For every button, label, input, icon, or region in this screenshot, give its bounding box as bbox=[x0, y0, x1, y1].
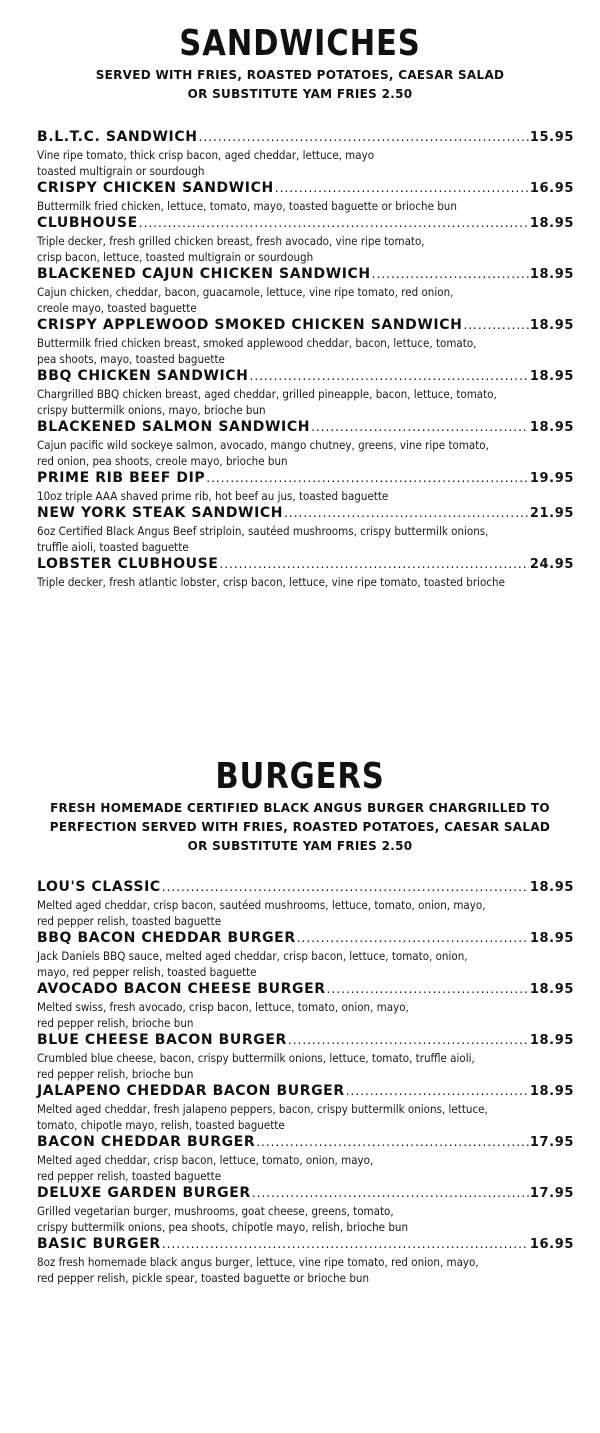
menu-item-description bbox=[37, 437, 574, 469]
menu-item-name: DELUXE GARDEN BURGER bbox=[37, 1185, 251, 1201]
description-line: Triple decker, fresh grilled chicken breast, fresh avocado, vine ripe tomato, bbox=[37, 234, 425, 248]
description-line: Vine ripe tomato, thick crisp bacon, aged cheddar, lettuce, mayo bbox=[37, 148, 375, 162]
menu-item-name: BLACKENED SALMON SANDWICH bbox=[37, 419, 311, 435]
description-line: Melted swiss, fresh avocado, crisp bacon, lettuce, tomato, onion, mayo, bbox=[37, 1000, 409, 1014]
menu-item-price: 18.95 bbox=[529, 420, 574, 435]
burgers-list bbox=[37, 878, 574, 1286]
menu-item-price: 18.95 bbox=[529, 267, 574, 282]
menu-item-header bbox=[37, 555, 574, 574]
menu-item-name: BLUE CHEESE BACON BURGER bbox=[37, 1032, 287, 1048]
menu-item bbox=[37, 418, 574, 469]
description-line: red pepper relish, pickle spear, toasted baguette or brioche bun bbox=[37, 1271, 370, 1285]
menu-item bbox=[37, 214, 574, 265]
menu-item-header bbox=[37, 179, 574, 198]
menu-item-header bbox=[37, 265, 574, 284]
menu-item bbox=[37, 980, 574, 1031]
menu-item-description bbox=[37, 1203, 574, 1235]
dot-leader bbox=[206, 469, 529, 487]
menu-item-price: 18.95 bbox=[529, 369, 574, 384]
dot-leader bbox=[346, 1082, 529, 1100]
description-line: Cajun pacific wild sockeye salmon, avocado, mango chutney, greens, vine ripe tomato, bbox=[37, 438, 489, 452]
menu-item-price: 24.95 bbox=[529, 557, 574, 572]
dot-leader bbox=[199, 128, 529, 146]
menu-item-header bbox=[37, 214, 574, 233]
menu-item-price: 21.95 bbox=[529, 506, 574, 521]
menu-item bbox=[37, 1184, 574, 1235]
menu-item-header bbox=[37, 418, 574, 437]
description-line: Chargrilled BBQ chicken breast, aged cheddar, grilled pineapple, bacon, lettuce, tomato, bbox=[37, 387, 497, 401]
menu-item-header bbox=[37, 504, 574, 523]
description-line: red pepper relish, brioche bun bbox=[37, 1067, 194, 1081]
menu-item-name: BLACKENED CAJUN CHICKEN SANDWICH bbox=[37, 266, 371, 282]
description-line: Triple decker, fresh atlantic lobster, crisp bacon, lettuce, vine ripe tomato, toasted brioche bbox=[37, 575, 505, 589]
section-title-sandwiches: SANDWICHES bbox=[179, 23, 421, 64]
menu-item-description bbox=[37, 198, 574, 214]
description-line: Buttermilk fried chicken breast, smoked applewood cheddar, bacon, lettuce, tomato, bbox=[37, 336, 477, 350]
section-subtitle-sandwiches bbox=[0, 66, 600, 104]
menu-item-description bbox=[37, 335, 574, 367]
menu-item-description bbox=[37, 284, 574, 316]
dot-leader bbox=[256, 1133, 529, 1151]
burgers-header bbox=[0, 757, 600, 856]
menu-item-name: NEW YORK STEAK SANDWICH bbox=[37, 505, 284, 521]
subtitle-line: OR SUBSTITUTE YAM FRIES 2.50 bbox=[187, 839, 413, 853]
subtitle-line: SERVED WITH FRIES, ROASTED POTATOES, CAESAR SALAD bbox=[95, 68, 505, 82]
menu-item bbox=[37, 929, 574, 980]
menu-item-header bbox=[37, 1235, 574, 1254]
menu-item-name: LOBSTER CLUBHOUSE bbox=[37, 556, 219, 572]
menu-item-description bbox=[37, 1101, 574, 1133]
description-line: truffle aioli, toasted baguette bbox=[37, 540, 189, 554]
menu-item-name: LOU'S CLASSIC bbox=[37, 879, 161, 895]
description-line: pea shoots, mayo, toasted baguette bbox=[37, 352, 225, 366]
menu-item-name: CRISPY CHICKEN SANDWICH bbox=[37, 180, 274, 196]
menu-item-price: 15.95 bbox=[529, 130, 574, 145]
menu-item bbox=[37, 1082, 574, 1133]
dot-leader bbox=[162, 878, 529, 896]
sandwiches-header bbox=[0, 24, 600, 104]
description-line: 10oz triple AAA shaved prime rib, hot beef au jus, toasted baguette bbox=[37, 489, 389, 503]
dot-leader bbox=[372, 265, 529, 283]
menu-item-header bbox=[37, 469, 574, 488]
description-line: Melted aged cheddar, crisp bacon, lettuce, tomato, onion, mayo, bbox=[37, 1153, 374, 1167]
menu-item-price: 17.95 bbox=[529, 1186, 574, 1201]
menu-item-name: BASIC BURGER bbox=[37, 1236, 161, 1252]
dot-leader bbox=[463, 316, 528, 334]
menu-item-price: 18.95 bbox=[529, 318, 574, 333]
menu-item bbox=[37, 555, 574, 590]
menu-item-name: CLUBHOUSE bbox=[37, 215, 138, 231]
menu-item-description bbox=[37, 999, 574, 1031]
description-line: tomato, chipotle mayo, relish, toasted baguette bbox=[37, 1118, 285, 1132]
menu-item bbox=[37, 1133, 574, 1184]
description-line: red onion, pea shoots, creole mayo, brioche bun bbox=[37, 454, 288, 468]
dot-leader bbox=[275, 179, 529, 197]
description-line: Melted aged cheddar, crisp bacon, sautéed mushrooms, lettuce, tomato, onion, mayo, bbox=[37, 898, 486, 912]
dot-leader bbox=[250, 367, 529, 385]
menu-item bbox=[37, 878, 574, 929]
menu-item-header bbox=[37, 1082, 574, 1101]
menu-item-header bbox=[37, 1184, 574, 1203]
section-subtitle-burgers bbox=[0, 799, 600, 856]
menu-item-name: BBQ CHICKEN SANDWICH bbox=[37, 368, 249, 384]
menu-item-header bbox=[37, 1031, 574, 1050]
menu-item-price: 18.95 bbox=[529, 216, 574, 231]
section-title-burgers: BURGERS bbox=[215, 756, 385, 797]
menu-item bbox=[37, 316, 574, 367]
menu-item bbox=[37, 179, 574, 214]
menu-item bbox=[37, 128, 574, 179]
menu-item-header bbox=[37, 367, 574, 386]
dot-leader bbox=[311, 418, 529, 436]
description-line: Melted aged cheddar, fresh jalapeno peppers, bacon, crispy buttermilk onions, lettuce, bbox=[37, 1102, 488, 1116]
menu-item-header bbox=[37, 316, 574, 335]
menu-item-name: AVOCADO BACON CHEESE BURGER bbox=[37, 981, 326, 997]
dot-leader bbox=[297, 929, 529, 947]
description-line: Cajun chicken, cheddar, bacon, guacamole, lettuce, vine ripe tomato, red onion, bbox=[37, 285, 454, 299]
description-line: red pepper relish, toasted baguette bbox=[37, 914, 222, 928]
menu-item-name: BACON CHEDDAR BURGER bbox=[37, 1134, 256, 1150]
menu-item-name: CRISPY APPLEWOOD SMOKED CHICKEN SANDWICH bbox=[37, 317, 463, 333]
menu-item bbox=[37, 1031, 574, 1082]
menu-item-header bbox=[37, 980, 574, 999]
description-line: Grilled vegetarian burger, mushrooms, goat cheese, greens, tomato, bbox=[37, 1204, 394, 1218]
description-line: mayo, red pepper relish, toasted baguette bbox=[37, 965, 257, 979]
menu-item bbox=[37, 469, 574, 504]
description-line: 6oz Certified Black Angus Beef striploin, sautéed mushrooms, crispy buttermilk onions, bbox=[37, 524, 489, 538]
menu-item-description bbox=[37, 1152, 574, 1184]
menu-item-header bbox=[37, 878, 574, 897]
menu-item-description bbox=[37, 386, 574, 418]
dot-leader bbox=[139, 214, 529, 232]
menu-item-description bbox=[37, 233, 574, 265]
description-line: red pepper relish, brioche bun bbox=[37, 1016, 194, 1030]
description-line: Crumbled blue cheese, bacon, crispy buttermilk onions, lettuce, tomato, truffle aioli, bbox=[37, 1051, 475, 1065]
menu-item-price: 18.95 bbox=[529, 880, 574, 895]
description-line: 8oz fresh homemade black angus burger, lettuce, vine ripe tomato, red onion, mayo, bbox=[37, 1255, 479, 1269]
description-line: red pepper relish, toasted baguette bbox=[37, 1169, 222, 1183]
menu-item-price: 17.95 bbox=[529, 1135, 574, 1150]
menu-item-name: B.L.T.C. SANDWICH bbox=[37, 129, 198, 145]
menu-item-price: 18.95 bbox=[529, 982, 574, 997]
menu-item-header bbox=[37, 128, 574, 147]
menu-item-description bbox=[37, 574, 574, 590]
description-line: toasted multigrain or sourdough bbox=[37, 164, 205, 178]
dot-leader bbox=[288, 1031, 529, 1049]
menu-item-name: JALAPENO CHEDDAR BACON BURGER bbox=[37, 1083, 345, 1099]
subtitle-line: PERFECTION SERVED WITH FRIES, ROASTED POTATOES, CAESAR SALAD bbox=[49, 820, 551, 834]
menu-item-description bbox=[37, 948, 574, 980]
subtitle-line: FRESH HOMEMADE CERTIFIED BLACK ANGUS BURGER CHARGRILLED TO bbox=[50, 801, 550, 815]
menu-item-description bbox=[37, 1050, 574, 1082]
sandwiches-list bbox=[37, 128, 574, 590]
description-line: crispy buttermilk onions, mayo, brioche bun bbox=[37, 403, 266, 417]
dot-leader bbox=[219, 555, 528, 573]
subtitle-line: OR SUBSTITUTE YAM FRIES 2.50 bbox=[187, 87, 413, 101]
description-line: Jack Daniels BBQ sauce, melted aged cheddar, crisp bacon, lettuce, tomato, onion, bbox=[37, 949, 468, 963]
menu-item bbox=[37, 367, 574, 418]
menu-item-price: 18.95 bbox=[529, 931, 574, 946]
menu-item bbox=[37, 1235, 574, 1286]
menu-item-description bbox=[37, 488, 574, 504]
menu-item-description bbox=[37, 1254, 574, 1286]
menu-item-header bbox=[37, 929, 574, 948]
menu-item bbox=[37, 265, 574, 316]
menu-item-name: BBQ BACON CHEDDAR BURGER bbox=[37, 930, 296, 946]
dot-leader bbox=[252, 1184, 529, 1202]
description-line: crisp bacon, lettuce, toasted multigrain or sourdough bbox=[37, 250, 314, 264]
description-line: creole mayo, toasted baguette bbox=[37, 301, 197, 315]
menu-item-name: PRIME RIB BEEF DIP bbox=[37, 470, 206, 486]
menu-item-description bbox=[37, 523, 574, 555]
description-line: Buttermilk fried chicken, lettuce, tomato, mayo, toasted baguette or brioche bun bbox=[37, 199, 457, 213]
menu-item-price: 18.95 bbox=[529, 1084, 574, 1099]
dot-leader bbox=[284, 504, 529, 522]
dot-leader bbox=[162, 1235, 529, 1253]
menu-item-price: 18.95 bbox=[529, 1033, 574, 1048]
menu-item-price: 19.95 bbox=[529, 471, 574, 486]
dot-leader bbox=[327, 980, 529, 998]
menu-item-price: 16.95 bbox=[529, 181, 574, 196]
menu-item-header bbox=[37, 1133, 574, 1152]
menu-item-description bbox=[37, 147, 574, 179]
menu-item-description bbox=[37, 897, 574, 929]
description-line: crispy buttermilk onions, pea shoots, chipotle mayo, relish, brioche bun bbox=[37, 1220, 409, 1234]
menu-item-price: 16.95 bbox=[529, 1237, 574, 1252]
menu-item bbox=[37, 504, 574, 555]
